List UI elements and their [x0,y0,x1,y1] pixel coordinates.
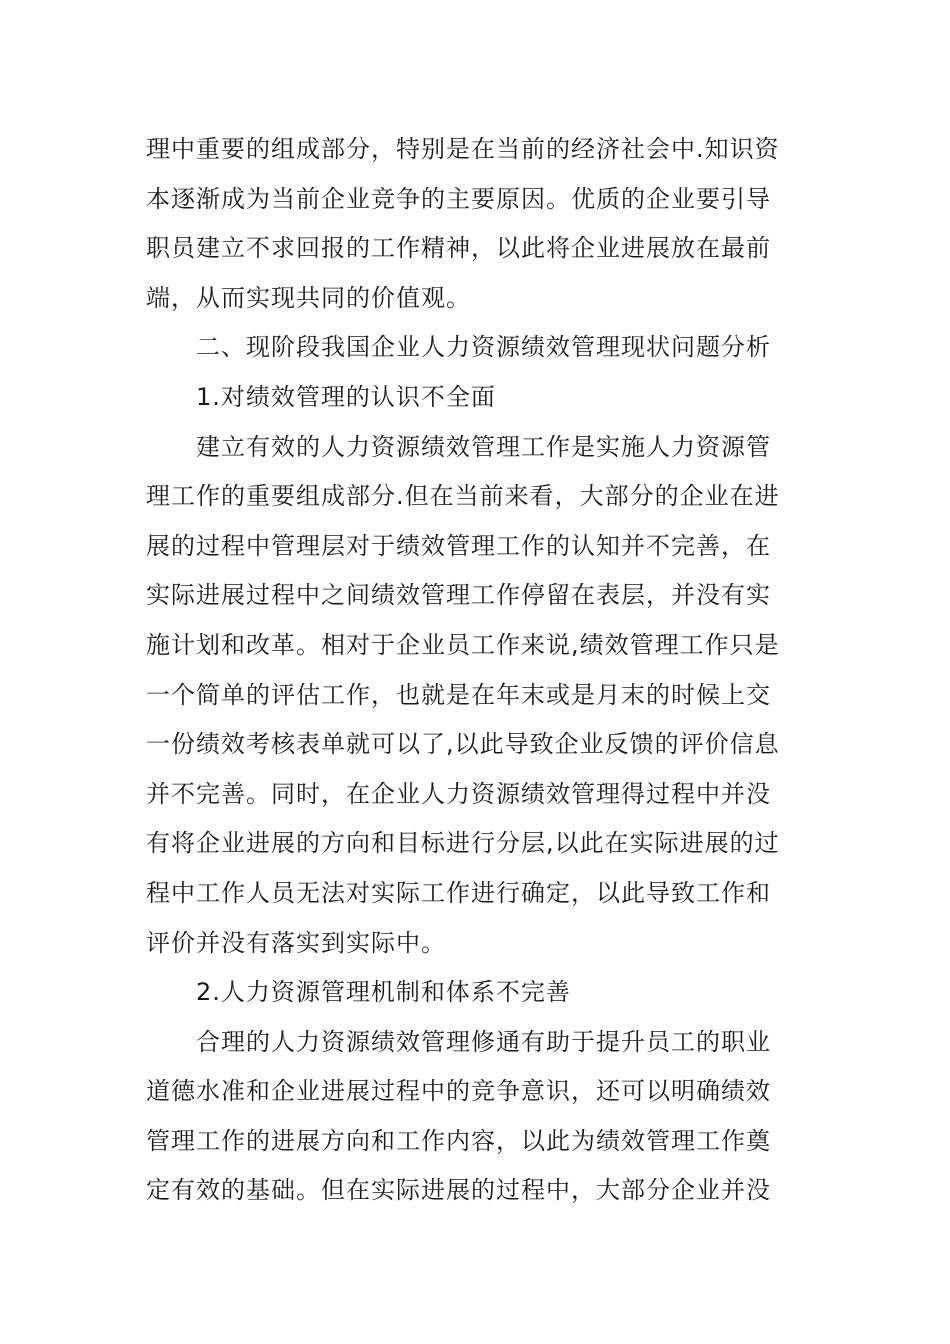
text-line: 并不完善。同时，在企业人力资源绩效管理得过程中并没 [146,779,771,808]
text-line: 一份绩效考核表单就可以了,以此导致企业反馈的评价信息 [146,730,780,759]
text-line: 理工作的重要组成部分.但在当前来看，大部分的企业在进 [146,482,780,511]
text-line: 本逐渐成为当前企业竞争的主要原因。优质的企业要引导 [146,184,771,213]
text-line: 定有效的基础。但在实际进展的过程中，大部分企业并没 [146,1176,771,1205]
text-line: 建立有效的人力资源绩效管理工作是实施人力资源管 [196,432,771,461]
text-line: 2.人力资源管理机制和体系不完善 [196,978,571,1007]
text-line: 二、现阶段我国企业人力资源绩效管理现状问题分析 [196,333,771,362]
text-line: 有将企业进展的方向和目标进行分层,以此在实际进展的过 [146,829,780,858]
text-line: 理中重要的组成部分，特别是在当前的经济社会中.知识资 [146,135,780,163]
text-line: 职员建立不求回报的工作精神，以此将企业进展放在最前 [146,234,771,263]
text-line: 一个简单的评估工作，也就是在年末或是月末的时候上交 [146,680,771,709]
document-body [146,125,796,1216]
text-line: 实际进展过程中之间绩效管理工作停留在表层，并没有实 [146,581,771,610]
text-line: 道德水准和企业进展过程中的竞争意识，还可以明确绩效 [146,1077,771,1106]
text-line: 管理工作的进展方向和工作内容，以此为绩效管理工作奠 [146,1126,771,1155]
text-line: 1.对绩效管理的认识不全面 [196,382,496,411]
text-line: 评价并没有落实到实际中。 [146,928,446,957]
text-line: 施计划和改革。相对于企业员工作来说,绩效管理工作只是 [146,630,780,659]
text-line: 展的过程中管理层对于绩效管理工作的认知并不完善，在 [146,531,771,560]
text-line: 程中工作人员无法对实际工作进行确定，以此导致工作和 [146,878,771,907]
text-line: 端，从而实现共同的价值观。 [146,283,471,312]
text-line: 合理的人力资源绩效管理修通有助于提升员工的职业 [196,1027,771,1056]
